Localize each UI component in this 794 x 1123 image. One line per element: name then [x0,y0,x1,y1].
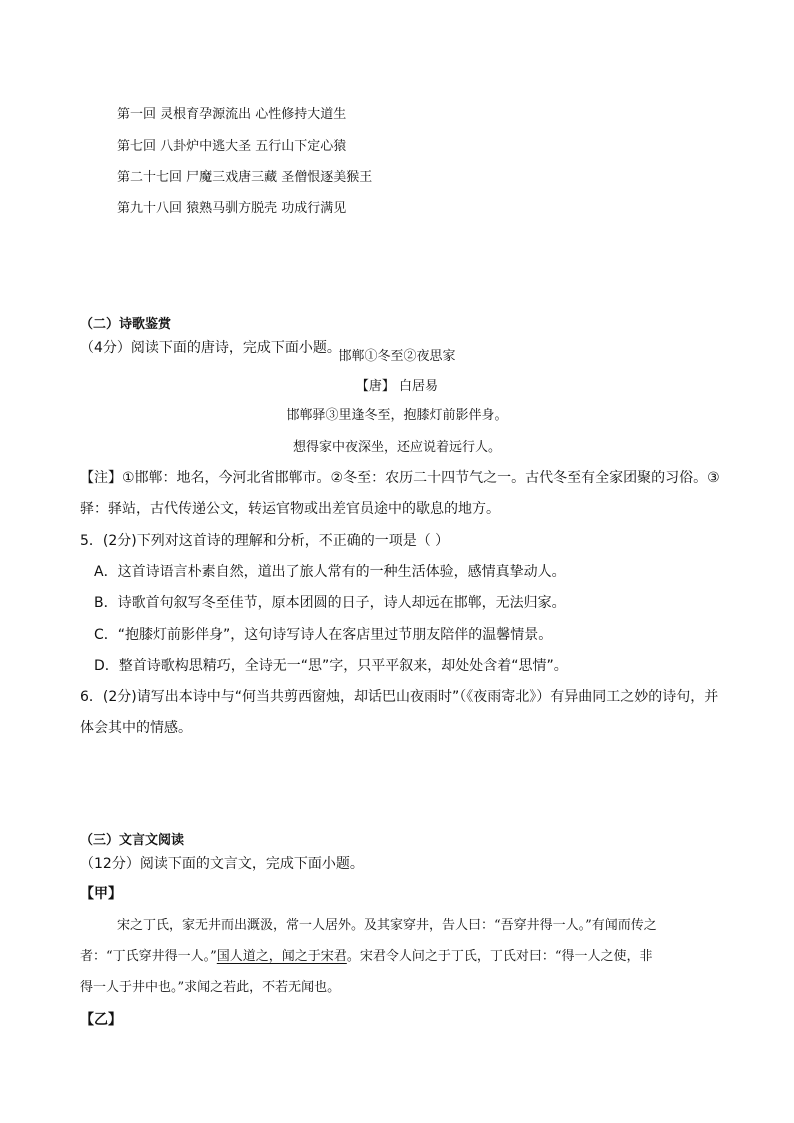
poem-title: 邯郸①冬至②夜思家 [338,349,456,364]
poem-author: 【唐】 白居易 [355,379,439,394]
poem-note: 驿：驿站，古代传递公文，转运官物或出差官员途中的歇息的地方。 [80,501,500,517]
poem-note: 【注】①邯郸：地名，今河北省邯郸市。②冬至：农历二十四节气之一。古代冬至有全家团聚的习俗。③ [80,470,720,486]
question-6-text: 6．(2分)请写出本诗中与“何当共剪西窗烛，却话巴山夜雨时”（《夜雨寄北》）有异曲同工之妙的诗句，并 [80,689,719,705]
question-6-text: 体会其中的情感。 [80,720,192,736]
passage-jia-line [80,945,652,964]
passage-jia-line: 宋之丁氏，家无井而出溉汲，常一人居外。及其家穿井，告人曰：“吾穿井得一人。”有闻而传之 [117,918,657,933]
section-title-classical: （三）文言文阅读 [80,833,185,848]
chapter-item: 第一回 灵根育孕源流出 心性修持大道生 [117,107,347,122]
section-title-poetry: （二）诗歌鉴赏 [80,317,172,332]
poem-line: 邯郸驿③里逢冬至，抱膝灯前影伴身。 [286,408,508,423]
question-5-option: D．整首诗歌构思精巧，全诗无一“思”字，只平平叙来，却处处含着“思情”。 [94,658,568,674]
classical-instruction: （12分）阅读下面的文言文，完成下面小题。 [80,856,364,872]
poem-line: 想得家中夜深坐，还应说着远行人。 [292,440,501,455]
poetry-instruction: （4分）阅读下面的唐诗，完成下面小题。 [80,340,341,356]
chapter-item: 第七回 八卦炉中逃大圣 五行山下定心猿 [117,139,347,154]
underlined-sentence: 国人道之，闻之于宋君 [216,949,347,964]
chapter-item: 第二十七回 尸魔三戏唐三藏 圣僧恨逐美猴王 [117,170,373,185]
chapter-item: 第九十八回 猿熟马驯方脱壳 功成行满见 [117,201,347,216]
passage-jia-text: 者：“丁氏穿井得一人。” [80,949,217,964]
passage-jia-text: 。宋君令人问之于丁氏，丁氏对曰：“得一人之使，非 [346,949,653,964]
question-5-option: B．诗歌首句叙写冬至佳节，原本团圆的日子，诗人却远在邯郸，无法归家。 [94,595,566,611]
question-5-stem: 5．(2分)下列对这首诗的理解和分析，不正确的一项是（ ） [80,533,450,549]
question-5-option: A．这首诗语言朴素自然，道出了旅人常有的一种生活体验，感情真挚动人。 [94,564,566,580]
passage-jia-line: 得一人于井中也。”求闻之若此，不若无闻也。 [80,980,341,995]
passage-label-yi: 【乙】 [80,1012,122,1028]
question-5-option: C．“抱膝灯前影伴身”，这句诗写诗人在客店里过节朋友陪伴的温馨情景。 [94,627,553,643]
passage-label-jia: 【甲】 [80,886,122,902]
